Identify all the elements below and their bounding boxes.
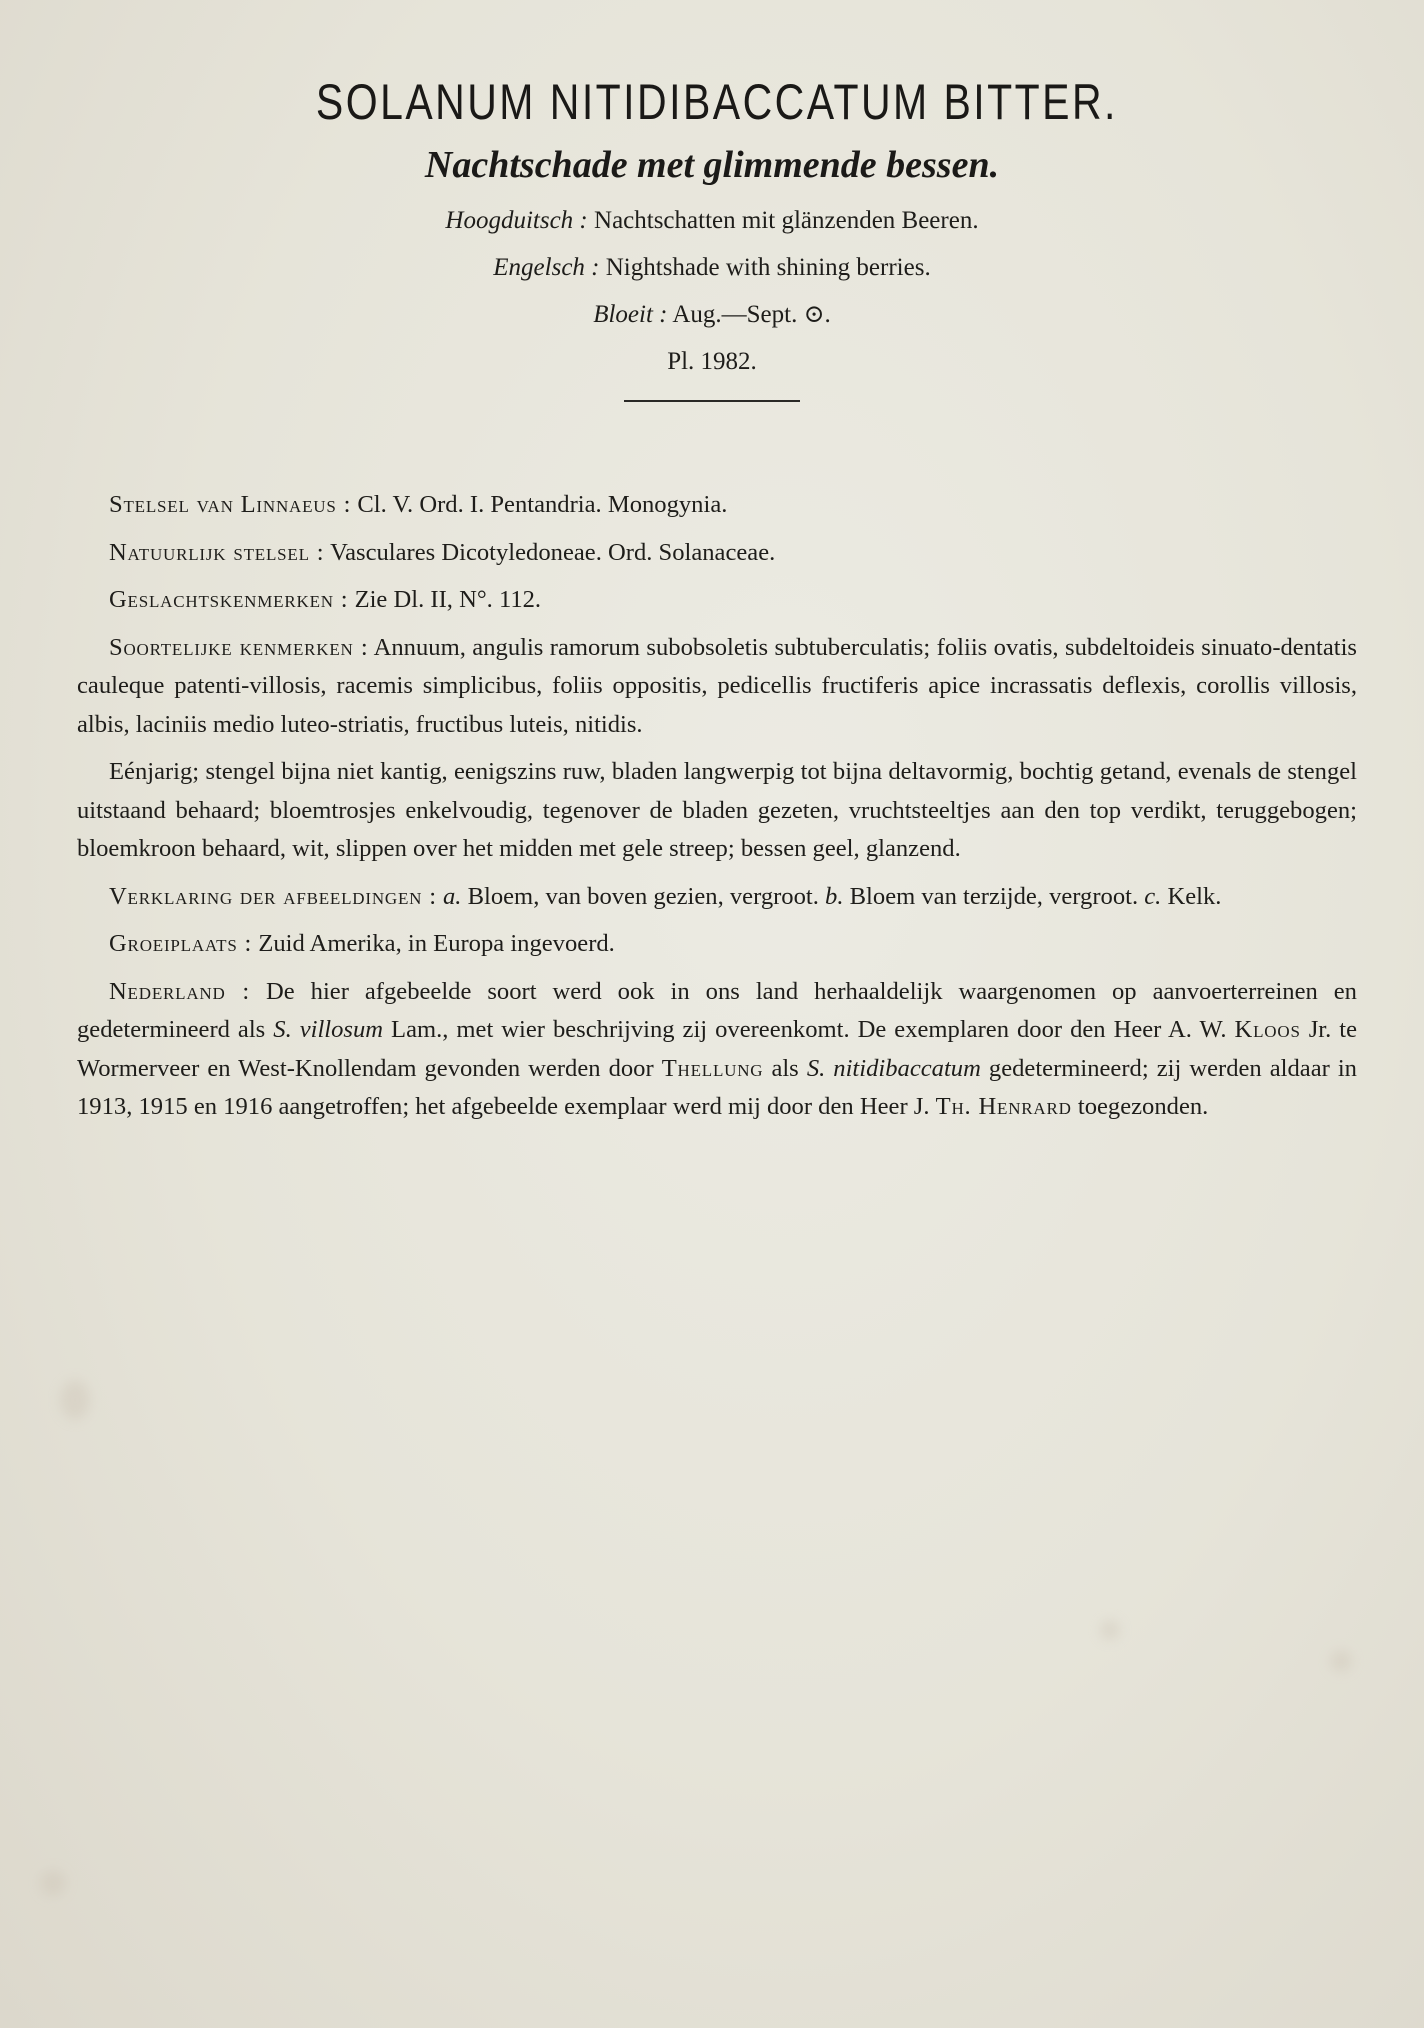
netherlands-text-6: toegezonden. <box>1077 1093 1209 1120</box>
habitat-label: Groeiplaats : <box>109 930 253 957</box>
flowering-period: Aug.—Sept. ⊙. <box>672 301 831 328</box>
species-nitidibaccatum: S. nitidibaccatum <box>806 1054 981 1082</box>
english-name-line <box>0 245 1424 290</box>
person-henrard: Th. Henrard <box>935 1093 1072 1120</box>
habitat-paragraph <box>77 925 1357 964</box>
divider <box>624 400 800 402</box>
netherlands-text-5: gedetermineerd; zij werden aldaar in 1913, 1915 en 1916 aangetroffen; het afgebeelde exemplaar werd mij door den Heer J. <box>77 1054 1357 1120</box>
plate-number: Pl. 1982. <box>667 348 757 375</box>
netherlands-label: Nederland : <box>109 977 250 1005</box>
header <box>0 72 1424 402</box>
species-characters-label: Soortelijke kenmerken : <box>109 633 369 661</box>
linnaeus-label: Stelsel van Linnaeus : <box>109 491 352 518</box>
natural-system-text: Vasculares Dicotyledoneae. Ord. Solanaceae. <box>330 538 776 566</box>
natural-system-paragraph <box>77 534 1357 573</box>
netherlands-text-3: Jr. te Wormerveer en West-Knollendam gevonden werden door <box>77 1016 1357 1082</box>
paper-stain <box>40 1870 66 1896</box>
figure-a-text: Bloem, van boven gezien, vergroot. <box>467 882 819 910</box>
figure-b-letter: b. <box>825 882 844 910</box>
species-villosum: S. villosum <box>273 1016 384 1043</box>
habitat-text: Zuid Amerika, in Europa ingevoerd. <box>258 930 615 957</box>
species-characters-paragraph <box>77 629 1357 745</box>
genus-text: Zie Dl. II, N°. 112. <box>354 586 542 613</box>
paper-stain <box>1100 1620 1120 1640</box>
linnaeus-paragraph <box>77 486 1357 525</box>
dutch-description-paragraph: Eénjarig; stengel bijna niet kantig, eenigszins ruw, bladen langwerpig tot bijna deltavormig, bochtig getand, evenals de stengel uitstaand behaard; bloemtrosjes enkelvoudig, tegenover de bladen gezeten, vruchtsteeltjes aan den top verdikt, teruggebogen; bloemkroon behaard, wit, slippen over het midden met gele streep; bessen geel, glanzend. <box>77 758 1357 862</box>
species-title: SOLANUM NITIDIBACCATUM BITTER. <box>315 74 1118 130</box>
english-name: Nightshade with shining berries. <box>605 254 931 281</box>
figures-paragraph <box>77 878 1357 917</box>
person-kloos: Kloos <box>1234 1016 1301 1043</box>
english-label: Engelsch : <box>493 254 600 281</box>
netherlands-text-4: als <box>771 1054 799 1082</box>
figure-b-text: Bloem van terzijde, vergroot. <box>849 882 1139 910</box>
linnaeus-text: Cl. V. Ord. I. Pentandria. Monogynia. <box>357 491 728 518</box>
person-thellung: Thellung <box>661 1054 764 1082</box>
german-name-line <box>0 198 1424 243</box>
netherlands-text-1: De hier afgebeelde soort werd ook in ons land herhaaldelijk waargenomen op aanvoerterreinen en gedetermineerd als <box>77 977 1357 1043</box>
description-body <box>77 486 1357 1136</box>
figures-label: Verklaring der afbeeldingen : <box>109 882 437 910</box>
natural-system-label: Natuurlijk stelsel : <box>109 538 325 566</box>
flowering-line <box>0 292 1424 337</box>
genus-label: Geslachtskenmerken : <box>109 586 349 613</box>
netherlands-text-2: Lam., met wier beschrijving zij overeenkomt. De exemplaren door den Heer A. W. <box>391 1016 1227 1043</box>
figure-c-text: Kelk. <box>1167 882 1222 910</box>
figure-a-letter: a. <box>443 882 462 910</box>
netherlands-paragraph <box>77 973 1357 1127</box>
german-name: Nachtschatten mit glänzenden Beeren. <box>594 207 979 234</box>
paper-stain <box>1330 1650 1352 1672</box>
genus-paragraph <box>77 581 1357 620</box>
figure-c-letter: c. <box>1144 882 1162 910</box>
flowering-label: Bloeit : <box>593 301 668 328</box>
paper-stain <box>60 1380 90 1420</box>
dutch-name: Nachtschade met glimmende bessen. <box>424 144 1000 186</box>
german-label: Hoogduitsch : <box>445 207 588 234</box>
species-characters-text: Annuum, angulis ramorum subobsoletis subtuberculatis; foliis ovatis, subdeltoideis sinuato-dentatis cauleque patenti-villosis, racemis simplicibus, foliis oppositis, pedicellis fructiferis apice incrassatis deflexis, corollis villosis, albis, laciniis medio luteo-striatis, fructibus luteis, nitidis. <box>77 633 1358 738</box>
